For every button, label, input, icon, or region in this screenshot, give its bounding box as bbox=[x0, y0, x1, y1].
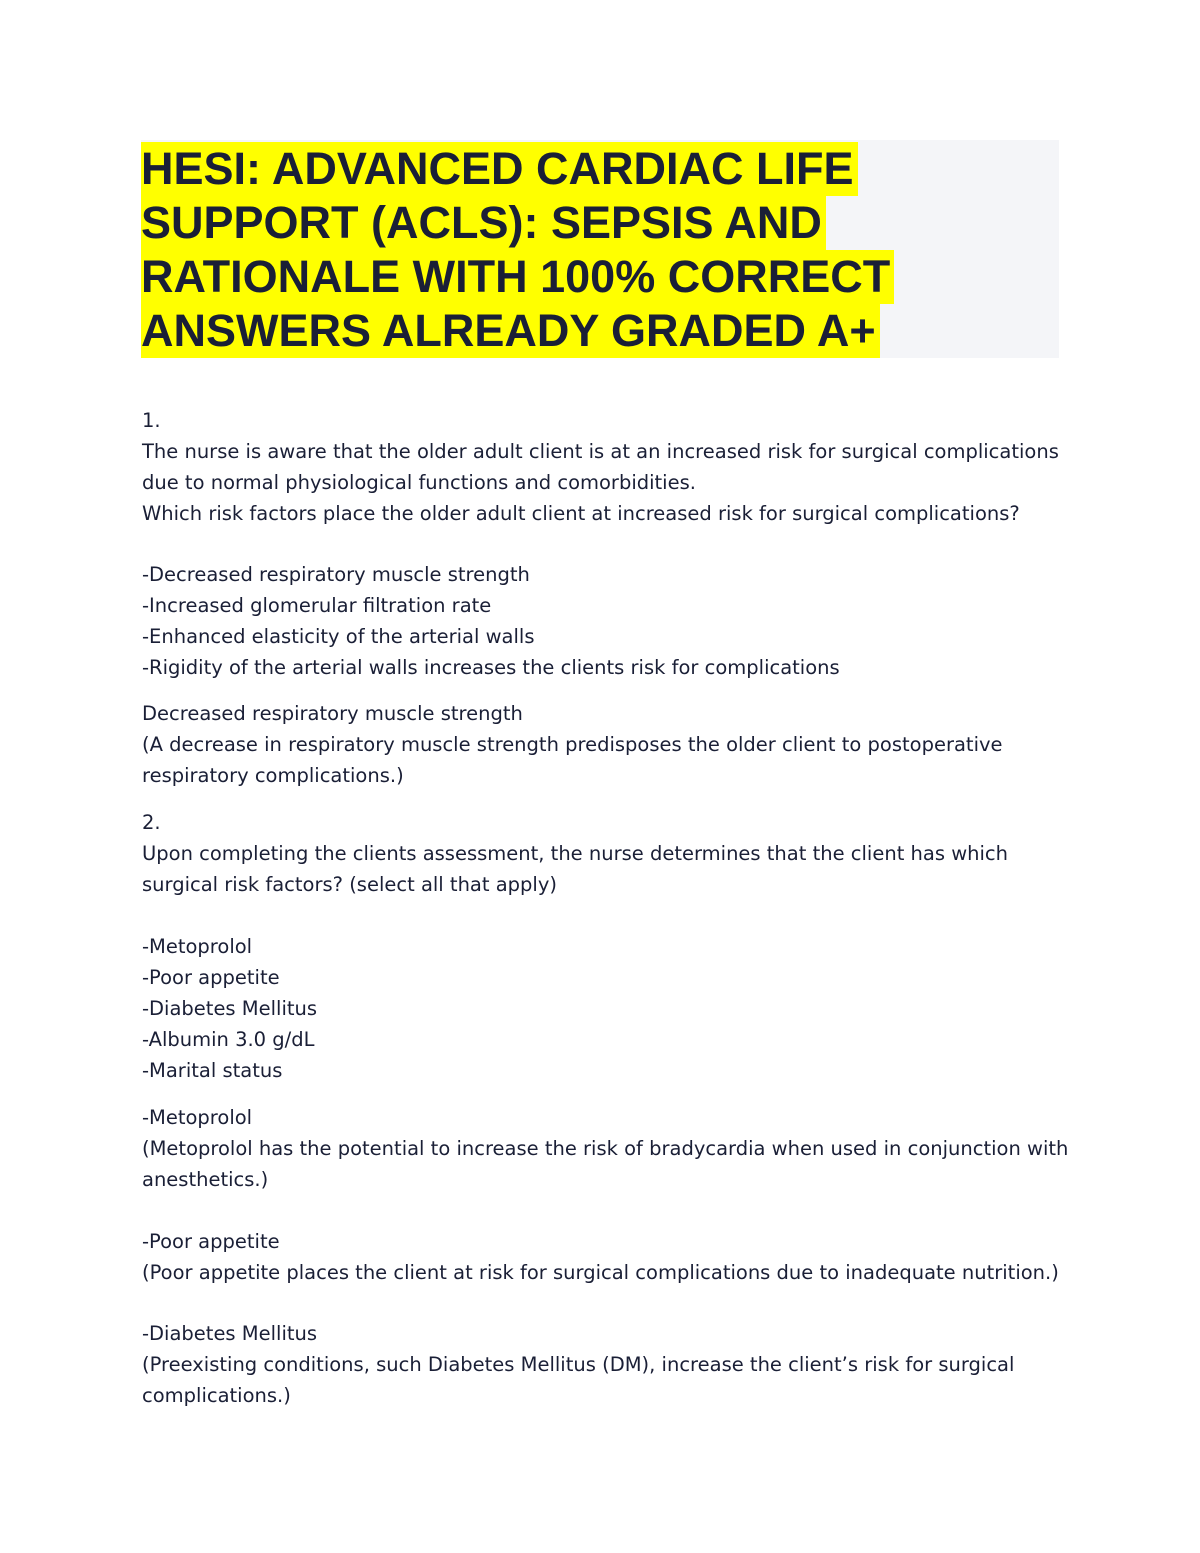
q2-option-3: -Diabetes Mellitus bbox=[142, 997, 318, 1020]
q1-option-1: -Decreased respiratory muscle strength bbox=[142, 563, 530, 586]
title-line-2: SUPPORT (ACLS): SEPSIS AND bbox=[141, 196, 826, 250]
q2-option-1: -Metoprolol bbox=[142, 935, 253, 958]
title-line-3: RATIONALE WITH 100% CORRECT bbox=[141, 250, 894, 304]
q1-question-line-2: due to normal physiological functions and comorbidities. bbox=[142, 471, 696, 494]
q1-answer: Decreased respiratory muscle strength bbox=[142, 702, 523, 725]
q2-answer-2-rationale-line-1: (Poor appetite places the client at risk for surgical complications due to inadequate nutrition.) bbox=[142, 1261, 1059, 1284]
q2-option-4: -Albumin 3.0 g/dL bbox=[142, 1028, 315, 1051]
q2-number: 2. bbox=[142, 811, 161, 834]
q2-question-line-1: Upon completing the clients assessment, the nurse determines that the client has which bbox=[142, 842, 1009, 865]
q1-option-4: -Rigidity of the arterial walls increases the clients risk for complications bbox=[142, 656, 840, 679]
q1-rationale-line-2: respiratory complications.) bbox=[142, 764, 404, 787]
q2-answer-3-label: -Diabetes Mellitus bbox=[142, 1322, 318, 1345]
q1-question-line-3: Which risk factors place the older adult client at increased risk for surgical complications? bbox=[142, 502, 1020, 525]
q1-option-2: -Increased glomerular filtration rate bbox=[142, 594, 492, 617]
q2-answer-3-rationale-line-1: (Preexisting conditions, such Diabetes Mellitus (DM), increase the client’s risk for surgical bbox=[142, 1353, 1015, 1376]
q2-answer-3-rationale-line-2: complications.) bbox=[142, 1384, 291, 1407]
q1-rationale-line-1: (A decrease in respiratory muscle strength predisposes the older client to postoperative bbox=[142, 733, 1003, 756]
q2-answer-1-rationale-line-1: (Metoprolol has the potential to increase the risk of bradycardia when used in conjunction with bbox=[142, 1137, 1069, 1160]
q1-question-line-1: The nurse is aware that the older adult client is at an increased risk for surgical complications bbox=[142, 440, 1059, 463]
q2-option-2: -Poor appetite bbox=[142, 966, 280, 989]
q2-option-5: -Marital status bbox=[142, 1059, 283, 1082]
q2-question-line-2: surgical risk factors? (select all that apply) bbox=[142, 873, 557, 896]
title-block bbox=[141, 140, 1059, 358]
q2-answer-1-label: -Metoprolol bbox=[142, 1106, 253, 1129]
q1-number: 1. bbox=[142, 409, 161, 432]
title-line-4: ANSWERS ALREADY GRADED A+ bbox=[141, 304, 880, 358]
q1-option-3: -Enhanced elasticity of the arterial walls bbox=[142, 625, 535, 648]
q2-answer-1-rationale-line-2: anesthetics.) bbox=[142, 1168, 269, 1191]
title-line-1: HESI: ADVANCED CARDIAC LIFE bbox=[141, 142, 858, 196]
q2-answer-2-label: -Poor appetite bbox=[142, 1230, 280, 1253]
